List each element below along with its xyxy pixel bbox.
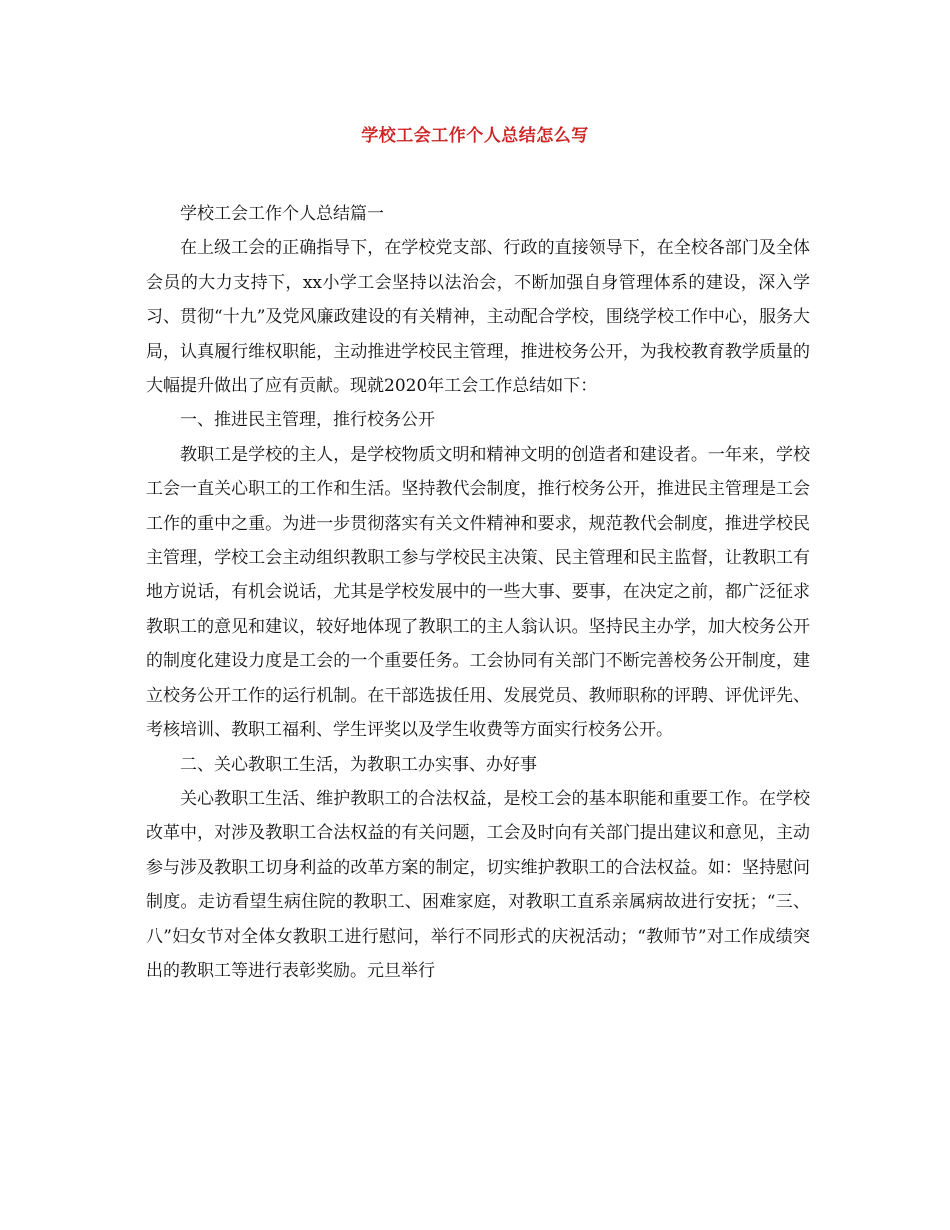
staff-welfare-paragraph: 关心教职工生活、维护教职工的合法权益，是校工会的基本职能和重要工作。在学校改革中，对涉及教职工合法权益的有关问题，工会及时向有关部门提出建议和意见，主动参与涉及教职工切身利益的改革方案的制定，切实维护教职工的合法权益。如：坚持慰问制度。走访看望生病住院的教职工、困难家庭，对教职工直系亲属病故进行安抚；“三、八”妇女节对全体女教职工进行慰问，举行不同形式的庆祝活动；“教师节”对工作成绩突出的教职工等进行表彰奖励。元旦举行 xyxy=(146,788,810,981)
intro-paragraph: 在上级工会的正确指导下，在学校党支部、行政的直接领导下，在全校各部门及全体会员的大力支持下，xx小学工会坚持以法治会，不断加强自身管理体系的建设，深入学习、贯彻“十九”及党风廉政建设的有关精神，主动配合学校，围绕学校工作中心，服务大局，认真履行维权职能，主动推进学校民主管理，推进校务公开，为我校教育教学质量的大幅提升做出了应有贡献。现就2020年工会工作总结如下： xyxy=(146,238,810,397)
section-heading-staff-welfare: 二、关心教职工生活，为教职工办实事、办好事 xyxy=(180,754,537,775)
section-heading-part-one: 学校工会工作个人总结篇一 xyxy=(180,204,384,224)
document-title: 学校工会工作个人总结怎么写 xyxy=(361,126,589,146)
document-body xyxy=(146,197,810,988)
democratic-management-paragraph: 教职工是学校的主人，是学校物质文明和精神文明的创造者和建设者。一年来，学校工会一直关心职工的工作和生活。坚持教代会制度，推行校务公开，推进民主管理是工会工作的重中之重。为进一步贯彻落实有关文件精神和要求，规范教代会制度，推进学校民主管理，学校工会主动组织教职工参与学校民主决策、民主管理和民主监督，让教职工有地方说话，有机会说话，尤其是学校发展中的一些大事、要事，在决定之前，都广泛征求教职工的意见和建议，较好地体现了教职工的主人翁认识。坚持民主办学，加大校务公开的制度化建设力度是工会的一个重要任务。工会协同有关部门不断完善校务公开制度，建立校务公开工作的运行机制。在干部选拔任用、发展党员、教师职称的评聘、评优评先、考核培训、教职工福利、学生评奖以及学生收费等方面实行校务公开。 xyxy=(146,444,810,741)
section-heading-democratic-management: 一、推进民主管理，推行校务公开 xyxy=(180,410,435,431)
